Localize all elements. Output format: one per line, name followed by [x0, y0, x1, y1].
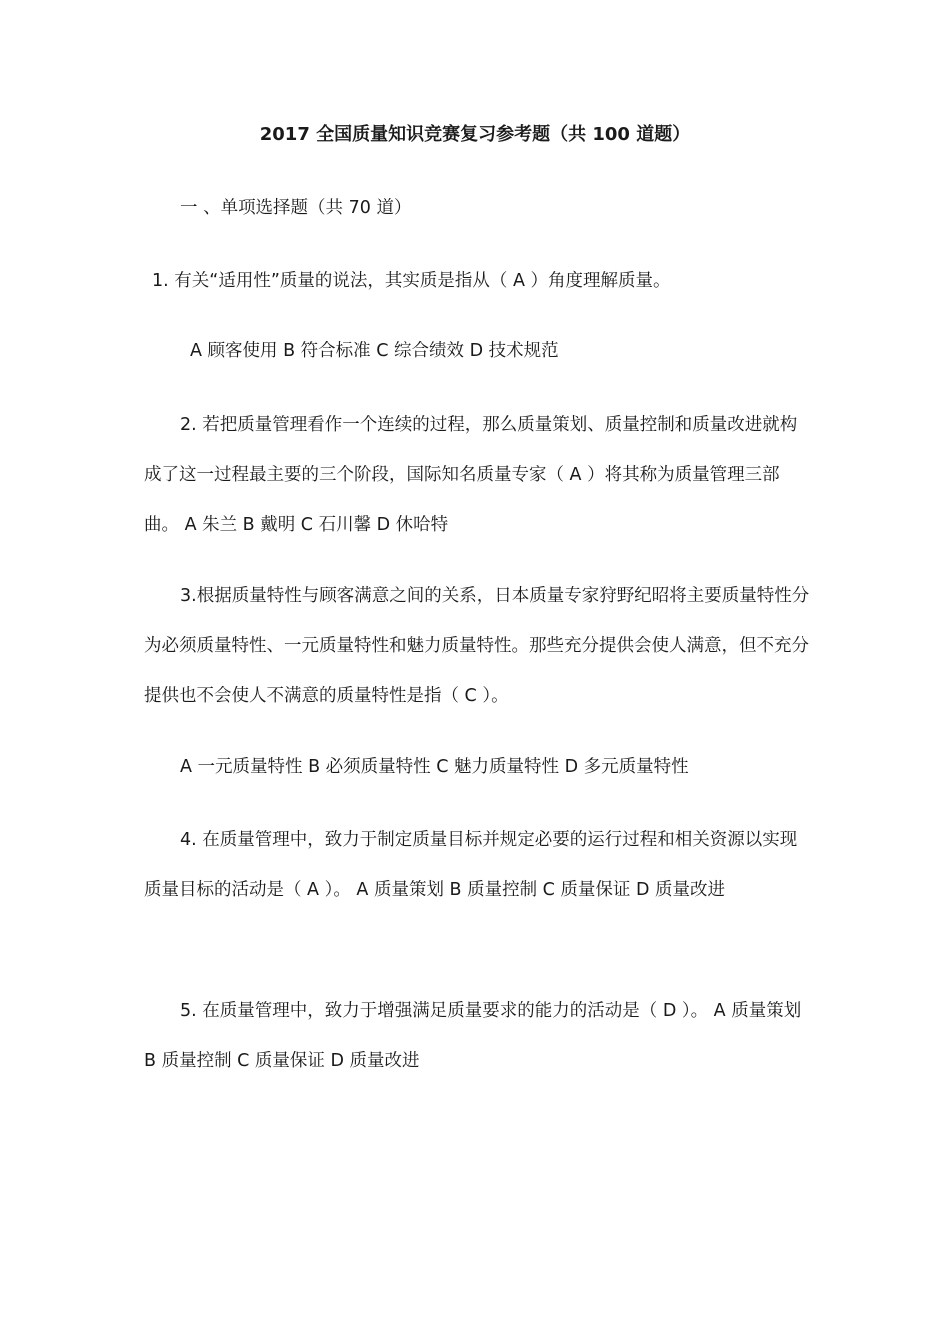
question-2-paragraph — [144, 400, 810, 550]
question-3-paragraph — [144, 571, 810, 721]
section-heading: 一 、单项选择题（共 70 道） — [180, 198, 412, 218]
question-3-options: A 一元质量特性 B 必须质量特性 C 魅力质量特性 D 多元质量特性 — [180, 757, 689, 777]
question-5-paragraph — [144, 986, 810, 1086]
question-2-text: 2. 若把质量管理看作一个连续的过程，那么质量策划、质量控制和质量改进就构成了这一过程最主要的三个阶段，国际知名质量专家（ A ）将其称为质量管理三部曲。 A 朱兰 B 戴明 C 石川馨 D 休哈特 — [144, 415, 798, 535]
document-title: 2017 全国质量知识竞赛复习参考题（共 100 道题） — [259, 124, 691, 145]
question-4-paragraph — [144, 815, 810, 915]
question-4-text: 4. 在质量管理中，致力于制定质量目标并规定必要的运行过程和相关资源以实现质量目标的活动是（ A ）。 A 质量策划 B 质量控制 C 质量保证 D 质量改进 — [144, 830, 798, 900]
question-5-text: 5. 在质量管理中，致力于增强满足质量要求的能力的活动是（ D ）。 A 质量策划 B 质量控制 C 质量保证 D 质量改进 — [144, 1001, 802, 1071]
question-3-text: 3.根据质量特性与顾客满意之间的关系，日本质量专家狩野纪昭将主要质量特性分为必须质量特性、一元质量特性和魅力质量特性。那些充分提供会使人满意，但不充分提供也不会使人不满意的质量特性是指（ C ）。 — [144, 586, 810, 706]
question-1-options: A 顾客使用 B 符合标准 C 综合绩效 D 技术规范 — [190, 341, 559, 361]
question-1-text: 1. 有关“适用性”质量的说法，其实质是指从（ A ）角度理解质量。 — [152, 271, 671, 291]
